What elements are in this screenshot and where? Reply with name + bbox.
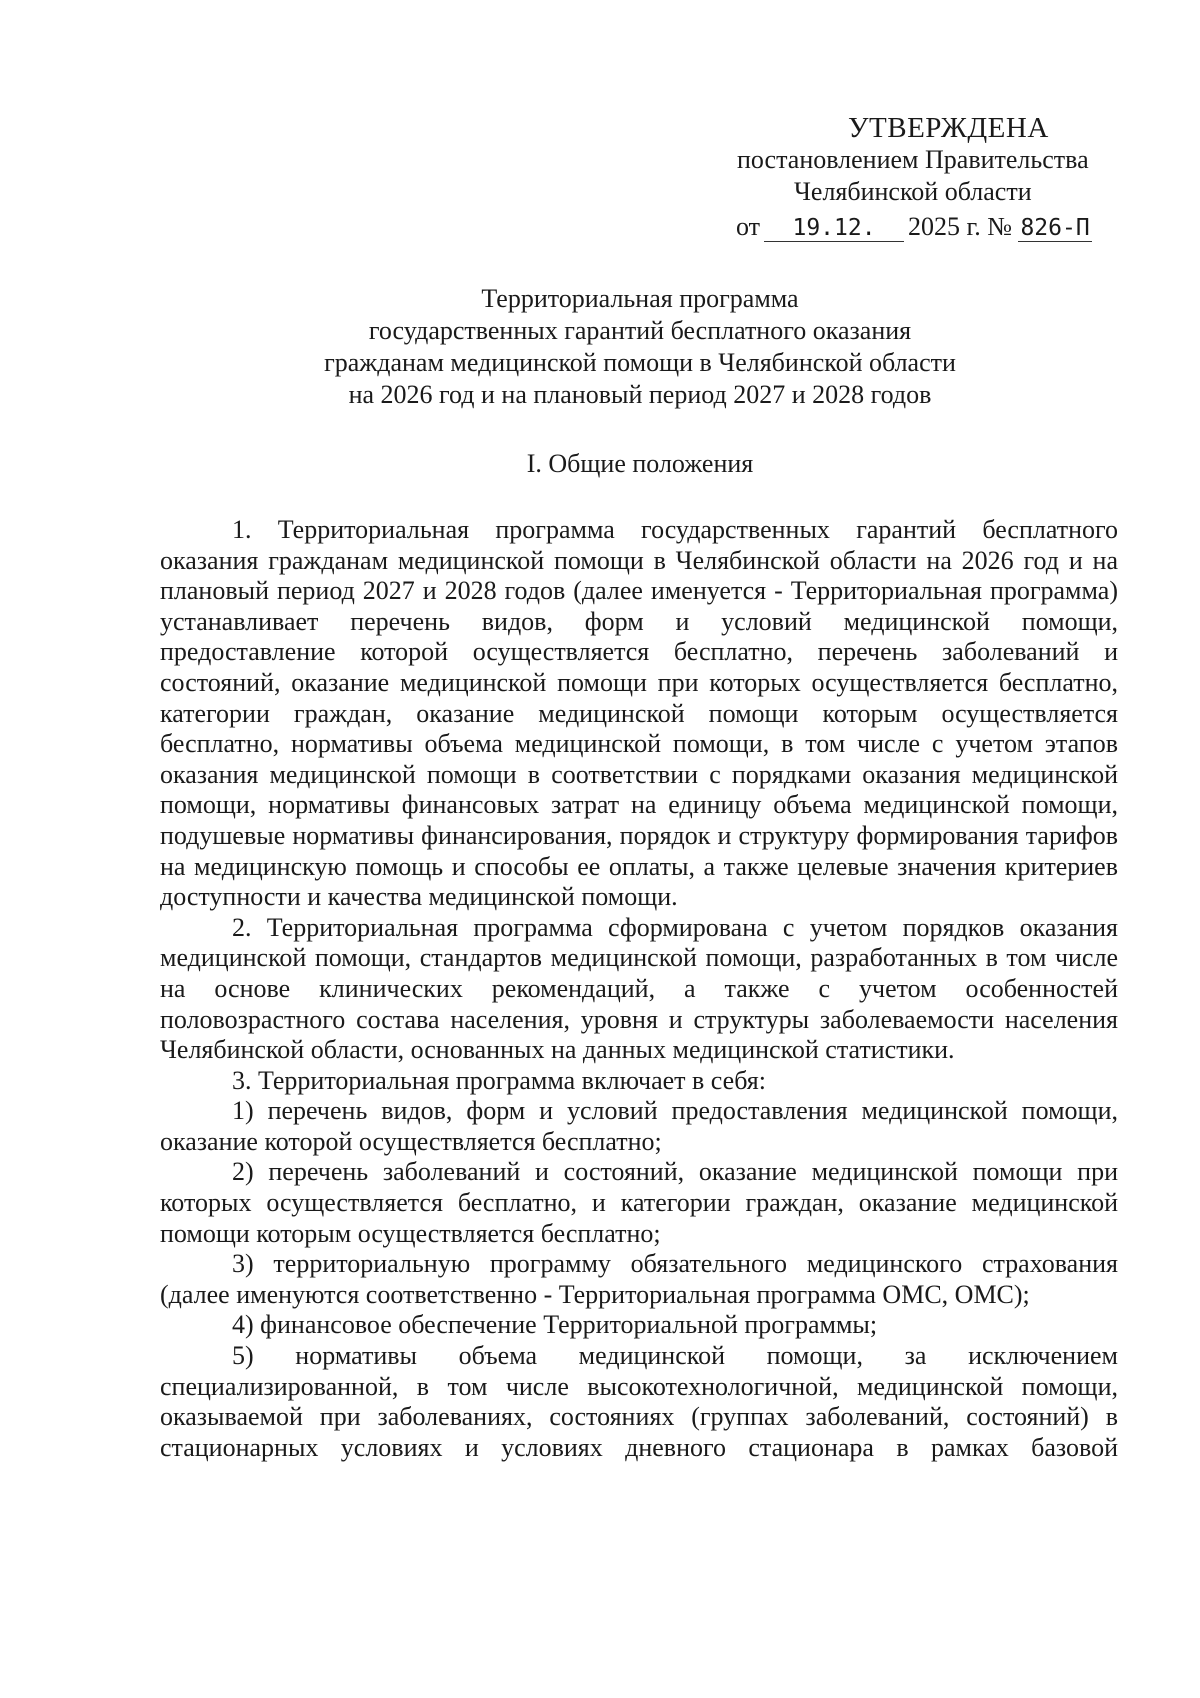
paragraph-1: 1. Территориальная программа государственных гарантий бесплатного оказания гражданам медицинской помощи в Челябинской области на 2026 год и на плановый период 2027 и 2028 годов (далее именуется - Территориальная программа) устанавливает перечень видов, форм и условий медицинской помощи, предоставление которой осуществляется бесплатно, перечень заболеваний и состояний, оказание медицинской помощи при которых осуществляется бесплатно, категории граждан, оказание медицинской помощи которым осуществляется бесплатно, нормативы объема медицинской помощи, в том числе с учетом этапов оказания медицинской помощи в соответствии с порядками оказания медицинской помощи, нормативы финансовых затрат на единицу объема медицинской помощи, подушевые нормативы финансирования, порядок и структуру формирования тарифов на медицинскую помощь и способы ее оплаты, а также целевые значения критериев доступности и качества медицинской помощи. <box>160 515 1118 912</box>
document-title-line: государственных гарантий бесплатного оказания <box>368 316 912 345</box>
approval-date-field: 19.12. <box>764 215 904 242</box>
approval-block <box>700 112 1120 243</box>
approval-date-line <box>700 211 1120 243</box>
approval-issuer: постановлением Правительства <box>737 145 1089 174</box>
document-body <box>160 515 1118 1463</box>
approval-title: УТВЕРЖДЕНА <box>848 112 1049 144</box>
document-title-line: на 2026 год и на плановый период 2027 и 2028 годов <box>348 380 932 409</box>
document-title-line: Территориальная программа <box>481 284 799 313</box>
list-item-4: 4) финансовое обеспечение Территориальной программы; <box>232 1310 878 1340</box>
list-item-3: 3) территориальную программу обязательного медицинского страхования (далее именуются соответственно - Территориальная программа ОМС, ОМС); <box>160 1249 1118 1309</box>
list-item-2: 2) перечень заболеваний и состояний, оказание медицинской помощи при которых осуществляется бесплатно, и категории граждан, оказание медицинской помощи которым осуществляется бесплатно; <box>160 1157 1118 1248</box>
list-item-5: 5) нормативы объема медицинской помощи, за исключением специализированной, в том числе высокотехнологичной, медицинской помощи, оказываемой при заболеваниях, состояниях (группах заболеваний, состояний) в стационарных условиях и условиях дневного стационара в рамках базовой <box>160 1341 1118 1462</box>
approval-number-field: 826-П <box>1018 215 1092 242</box>
section-heading: I. Общие положения <box>526 449 754 478</box>
list-item-1: 1) перечень видов, форм и условий предоставления медицинской помощи, оказание которой осуществляется бесплатно; <box>160 1096 1118 1156</box>
approval-year-text: 2025 г. № <box>908 212 1013 241</box>
document-title-line: гражданам медицинской помощи в Челябинской области <box>324 348 956 377</box>
paragraph-2: 2. Территориальная программа сформирована с учетом порядков оказания медицинской помощи, стандартов медицинской помощи, разработанных в том числе на основе клинических рекомендаций, а также с учетом особенностей половозрастного состава населения, уровня и структуры заболеваемости населения Челябинской области, основанных на данных медицинской статистики. <box>160 912 1118 1065</box>
approval-from-label: от <box>736 212 761 241</box>
paragraph-3: 3. Территориальная программа включает в себя: <box>232 1065 766 1095</box>
approval-region: Челябинской области <box>794 177 1032 206</box>
document-title <box>120 283 1160 411</box>
